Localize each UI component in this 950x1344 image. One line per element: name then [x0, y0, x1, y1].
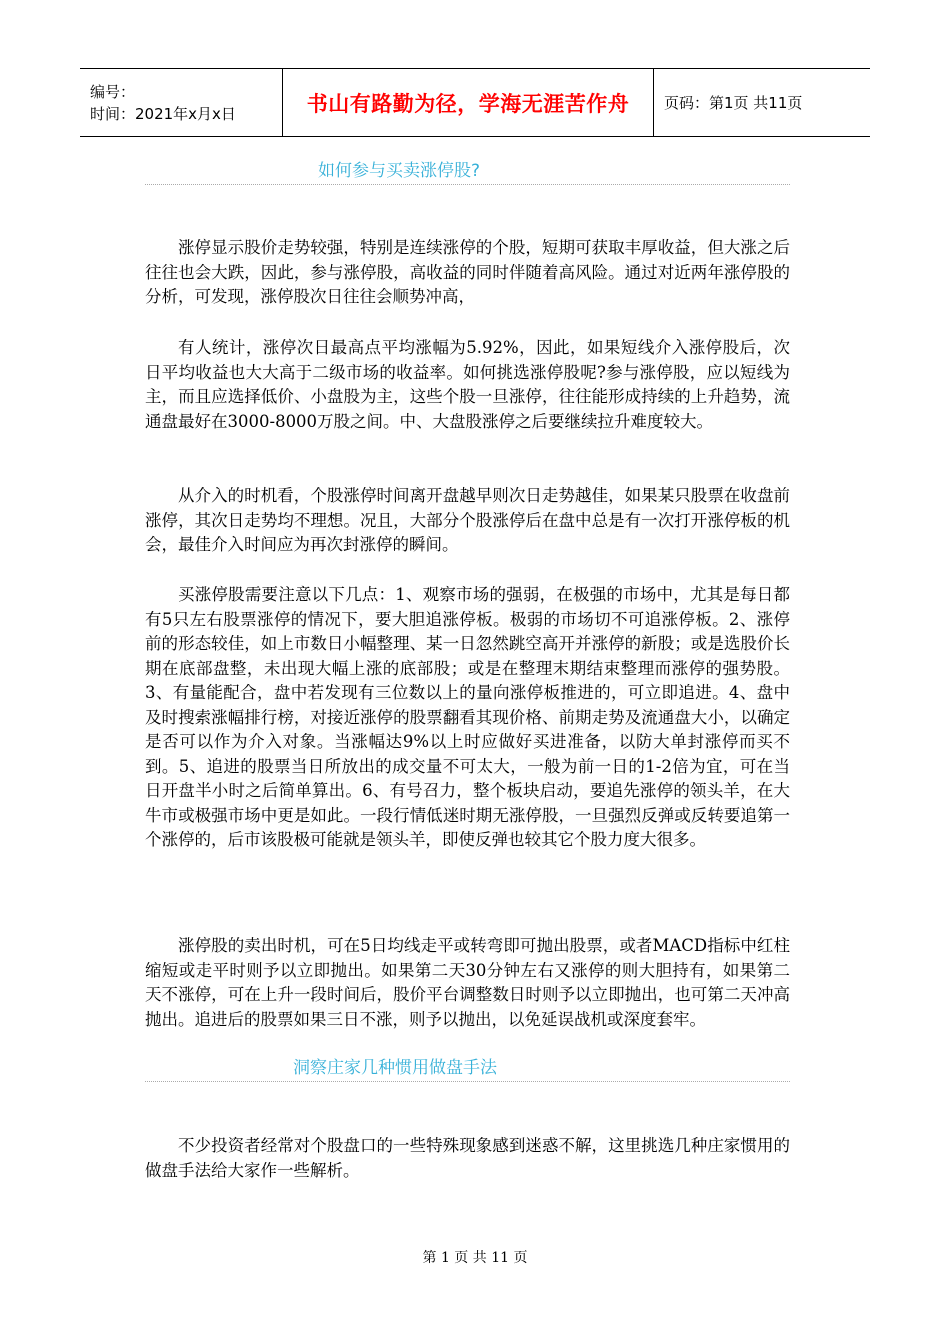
page-footer: 第 1 页 共 11 页 [422, 1250, 528, 1266]
paragraph: 有人统计，涨停次日最高点平均涨幅为5.92%，因此，如果短线介入涨停股后，次日平均收益也大大高于二级市场的收益率。如何挑选涨停股呢?参与涨停股，应以短线为主，而且应选择低价、小盘股为主，这些个股一旦涨停，往往能形成持续的上升趋势，流通盘最好在3000-8000万股之间。中、大盘股涨停之后要继续拉升难度较大。 [145, 338, 790, 431]
header-page-cell [654, 69, 870, 136]
paragraph: 从介入的时机看，个股涨停时间离开盘越早则次日走势越佳，如果某只股票在收盘前涨停，其次日走势均不理想。况且，大部分个股涨停后在盘中总是有一次打开涨停板的机会，最佳介入时间应为再次封涨停的瞬间。 [145, 486, 790, 554]
section-title-text: 如何参与买卖涨停股? [318, 161, 481, 181]
paragraph: 不少投资者经常对个股盘口的一些特殊现象感到迷惑不解，这里挑选几种庄家惯用的做盘手法给大家作一些解析。 [145, 1136, 790, 1180]
section-title [145, 160, 790, 185]
section-title-text: 洞察庄家几种惯用做盘手法 [293, 1058, 497, 1078]
header-motto: 书山有路勤为径，学海无涯苦作舟 [306, 91, 630, 116]
document-number-label: 编号： [90, 82, 136, 101]
header-motto-cell [282, 69, 654, 136]
header-table [80, 68, 870, 137]
header-page-number: 页码：第1页 共11页 [664, 94, 803, 112]
document-time-label: 时间：2021年x月x日 [90, 104, 236, 123]
paragraph: 涨停股的卖出时机，可在5日均线走平或转弯即可抛出股票，或者MACD指标中红柱缩短或走平时则予以立即抛出。如果第二天30分钟左右又涨停的则大胆持有，如果第二天不涨停，可在上升一段时间后，股价平台调整数日时则予以立即抛出，也可第二天冲高抛出。追进后的股票如果三日不涨，则予以抛出，以免延误战机或深度套牢。 [145, 936, 790, 1029]
paragraph: 涨停显示股价走势较强，特别是连续涨停的个股，短期可获取丰厚收益，但大涨之后往往也会大跌，因此，参与涨停股，高收益的同时伴随着高风险。通过对近两年涨停股的分析，可发现，涨停股次日往往会顺势冲高， [145, 238, 790, 306]
header-info-cell [80, 69, 282, 136]
paragraph: 买涨停股需要注意以下几点：1、观察市场的强弱，在极强的市场中，尤其是每日都有5只左右股票涨停的情况下，要大胆追涨停板。极弱的市场切不可追涨停板。2、涨停前的形态较佳，如上市数日小幅整理、某一日忽然跳空高开并涨停的新股；或是选股价长期在底部盘整，未出现大幅上涨的底部股；或是在整理末期结束整理而涨停的强势股。3、有量能配合，盘中若发现有三位数以上的量向涨停板推进的，可立即追进。4、盘中及时搜索涨幅排行榜，对接近涨停的股票翻看其现价格、前期走势及流通盘大小，以确定是否可以作为介入对象。当涨幅达9%以上时应做好买进准备，以防大单封涨停而买不到。5、追进的股票当日所放出的成交量不可太大，一般为前一日的1-2倍为宜，可在当日开盘半小时之后简单算出。6、有号召力，整个板块启动，要追先涨停的领头羊，在大牛市或极强市场中更是如此。一段行情低迷时期无涨停股，一旦强烈反弹或反转要追第一个涨停的，后市该股极可能就是领头羊，即使反弹也较其它个股力度大很多。 [145, 585, 790, 849]
section-title [145, 1057, 790, 1082]
